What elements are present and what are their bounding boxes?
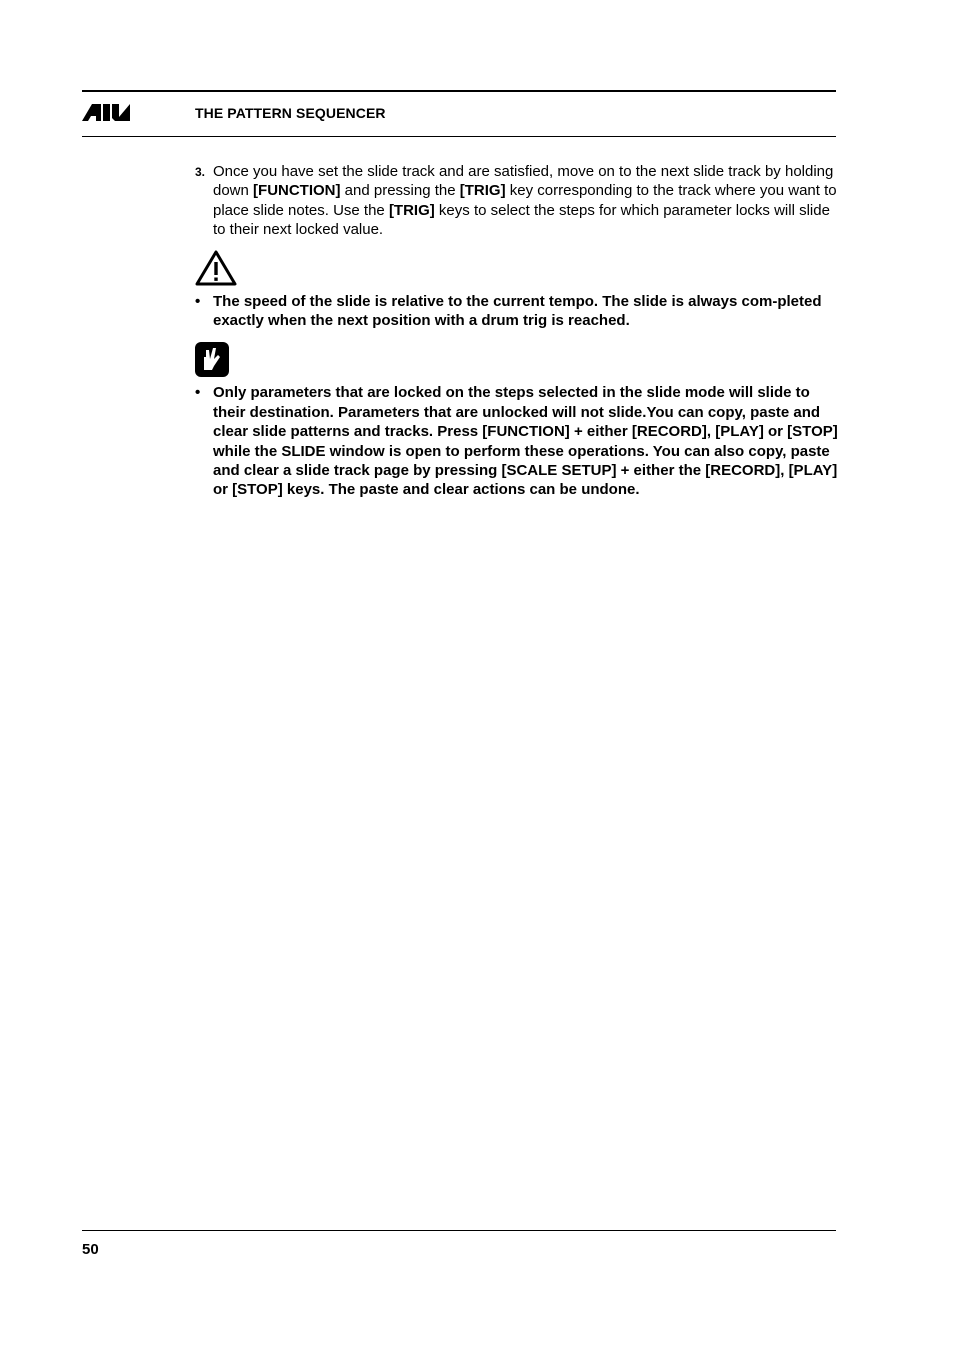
bullet-marker: • bbox=[195, 292, 201, 310]
step-number: 3. bbox=[195, 165, 206, 179]
page-content bbox=[195, 162, 840, 500]
elektron-logo-icon bbox=[82, 102, 130, 124]
key-function: [FUNCTION] bbox=[253, 182, 341, 200]
warning-note bbox=[195, 292, 840, 331]
header-top-rule bbox=[82, 90, 836, 92]
step-text-1: Once you have set the slide track and are satisfied, move on to the next slide track by holding down bbox=[213, 163, 834, 200]
bullet-marker: • bbox=[195, 384, 201, 402]
step-text-2: and pressing the bbox=[340, 182, 460, 200]
step-3 bbox=[195, 162, 840, 240]
warning-triangle-icon bbox=[195, 250, 237, 286]
key-trig: [TRIG] bbox=[459, 182, 506, 200]
step-text-4: keys to select the steps for which parameter locks will slide to their next locked value. bbox=[213, 201, 830, 239]
header-bottom-rule bbox=[82, 136, 836, 137]
hand-tip-icon bbox=[195, 342, 229, 377]
footer-rule bbox=[82, 1230, 836, 1231]
page-number: 50 bbox=[82, 1241, 99, 1258]
key-trig-2: [TRIG] bbox=[388, 201, 435, 219]
step-text-3: key corresponding to the track where you want to place slide notes. Use the bbox=[213, 182, 837, 219]
warning-text: The speed of the slide is relative to the current tempo. The slide is always com-pleted exactly when the next position with a drum trig is reached. bbox=[213, 292, 822, 330]
tip-text: Only parameters that are locked on the steps selected in the slide mode will slide to their destination. Parameters that are unlocked will not slide.You can copy, paste and clear slide patterns and tracks. Press [FUNCTION] + either [RECORD], [PLAY] or [STOP] while the SLIDE window is open to perform these operations. You can also copy, paste and clear a slide track page by pressing [SCALE SETUP] + either the [RECORD], [PLAY] or [STOP] keys. The paste and clear actions can be undone. bbox=[213, 384, 838, 499]
tip-note bbox=[195, 383, 840, 499]
section-title: THE PATTERN SEQUENCER bbox=[195, 105, 386, 121]
